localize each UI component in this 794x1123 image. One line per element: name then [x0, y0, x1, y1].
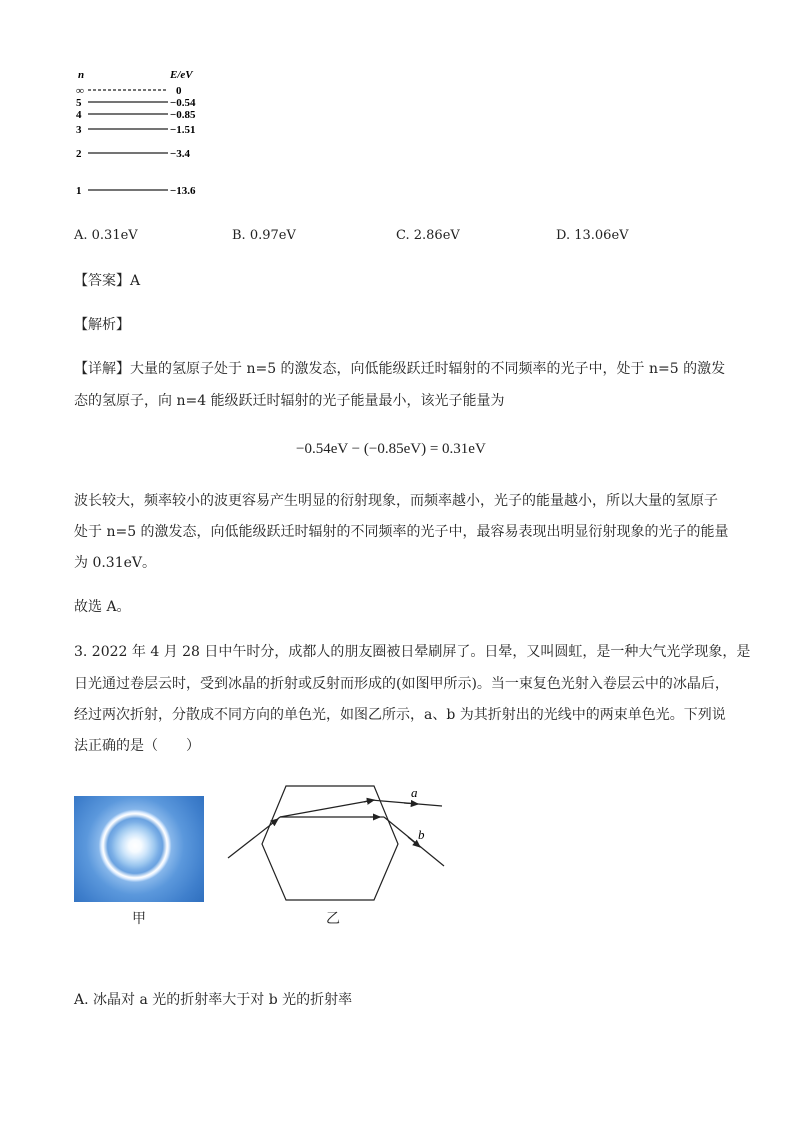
- level-energy-label: −0.54: [170, 97, 196, 109]
- q2-option-d: D. 13.06eV: [556, 228, 629, 243]
- n-axis-label: n: [78, 69, 85, 81]
- ray-b-label: b: [418, 827, 425, 842]
- level-energy-label: −13.6: [170, 185, 196, 197]
- sun-halo-photo: [74, 796, 204, 902]
- level-n-label: 4: [76, 109, 82, 121]
- detail-line-1: 【详解】大量的氢原子处于 n=5 的激发态，向低能级跃迁时辐射的不同频率的光子中，处于 n=5 的激发: [74, 361, 726, 377]
- detail-line-5: 为 0.31eV。: [74, 555, 157, 571]
- analysis-label: 【解析】: [74, 317, 130, 333]
- ice-crystal-refraction-diagram: [224, 780, 454, 910]
- figure-yi-label: 乙: [326, 911, 340, 927]
- incident-ray: [228, 819, 278, 858]
- energy-level-diagram: [72, 64, 222, 204]
- ray-a-label: a: [411, 785, 418, 800]
- conclusion: 故选 A。: [74, 599, 131, 615]
- hexagon-crystal: [262, 786, 398, 900]
- energy-formula: −0.54eV − (−0.85eV) = 0.31eV: [296, 441, 486, 457]
- detail-line-4: 处于 n=5 的激发态，向低能级跃迁时辐射的不同频率的光子中，最容易表现出明显衍射现象的光子的能量: [74, 524, 729, 540]
- q3-line-1: 3. 2022 年 4 月 28 日中午时分，成都人的朋友圈被日晕刷屏了。日晕，又叫圆虹，是一种大气光学现象，是: [74, 644, 751, 660]
- level-n-label: ∞: [76, 85, 84, 97]
- q3-line-3: 经过两次折射，分散成不同方向的单色光，如图乙所示，a、b 为其折射出的光线中的两束单色光。下列说: [74, 707, 726, 723]
- figure-jia-label: 甲: [132, 911, 146, 927]
- level-energy-label: −0.85: [170, 109, 196, 121]
- q3-line-4: 法正确的是（ ）: [74, 738, 200, 754]
- level-energy-label: −1.51: [170, 124, 196, 136]
- energy-axis-label: E/eV: [170, 69, 193, 81]
- q2-option-b: B. 0.97eV: [232, 228, 296, 243]
- level-n-label: 1: [76, 185, 82, 197]
- q2-option-a: A. 0.31eV: [74, 228, 138, 243]
- level-n-label: 3: [76, 124, 82, 136]
- q3-option-a: A. 冰晶对 a 光的折射率大于对 b 光的折射率: [74, 992, 353, 1008]
- level-n-label: 5: [76, 97, 82, 109]
- level-energy-label: −3.4: [170, 148, 191, 160]
- level-energy-label: 0: [176, 85, 182, 97]
- detail-line-2: 态的氢原子，向 n=4 能级跃迁时辐射的光子能量最小，该光子能量为: [74, 393, 505, 409]
- internal-ray-a: [280, 800, 374, 817]
- q2-option-c: C. 2.86eV: [396, 228, 460, 243]
- level-n-label: 2: [76, 148, 82, 160]
- answer-label: 【答案】A: [74, 273, 141, 289]
- detail-line-3: 波长较大，频率较小的波更容易产生明显的衍射现象，而频率越小，光子的能量越小，所以大量的氢原子: [74, 493, 718, 509]
- q3-line-2: 日光通过卷层云时，受到冰晶的折射或反射而形成的(如图甲所示)。当一束复色光射入卷层云中的冰晶后，: [74, 676, 729, 692]
